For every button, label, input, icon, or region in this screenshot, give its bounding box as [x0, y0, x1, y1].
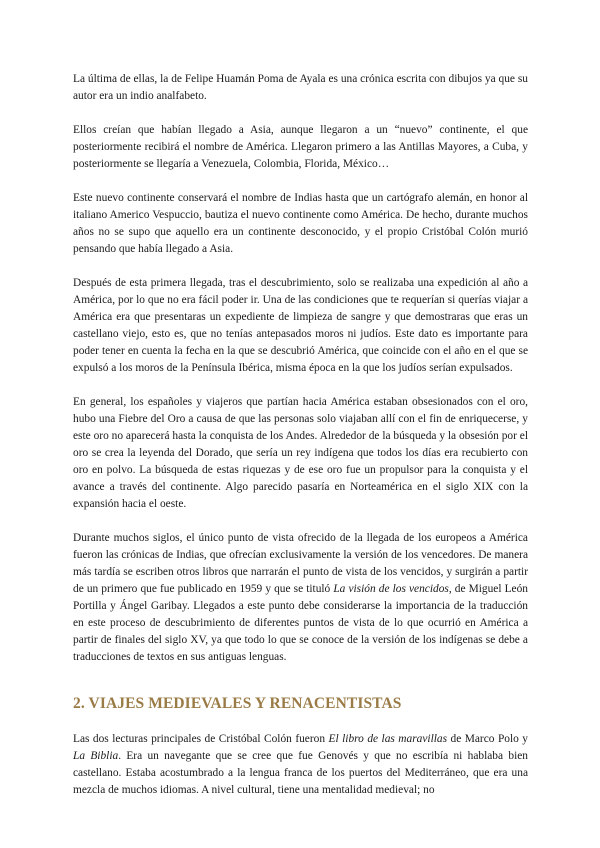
paragraph-text: Las dos lecturas principales de Cristóbal Colón fueron — [73, 733, 329, 745]
paragraph-text: . Era un navegante que se cree que fue Genovés y que no escribía ni hablaba bien castellano. Estaba acostumbrado a la lengua franca de los puertos del Mediterráneo, que era una mezcla de muchos idiomas. A nivel cultural, tiene una mentalidad medieval; no — [73, 750, 528, 796]
book-title-biblia: La Biblia — [73, 750, 119, 762]
paragraph-text: Durante muchos siglos, el único punto de vista ofrecido de la llegada de los europeos a América fueron las crónicas de Indias, que ofrecían exclusivamente la versión de los vencedores. De manera más tardía se escriben otros libros que narrarán el punto de vista de los vencidos, y surgirán a partir de un primero que fue publicado en 1959 y que se tituló — [73, 532, 528, 595]
paragraph-llegada-asia: Ellos creían que habían llegado a Asia, aunque llegaron a un “nuevo” continente, el que posteriormente recibirá el nombre de América. Llegaron primero a las Antillas Mayores, a Cuba, y posteriormente se llegaría a Venezuela, Colombia, Florida, México… — [73, 124, 528, 170]
paragraph-text: , de Miguel León Portilla y Ángel Garibay. Llegados a este punto debe considerarse la importancia de la traducción en este proceso de descubrimiento de diferentes puntos de vista de lo que ocurrió en América a partir de finales del siglo XV, ya que todo lo que se conoce de la versión de los indígenas se debe a traducciones de textos en sus antiguas lenguas. — [73, 583, 528, 663]
book-title-maravillas: El libro de las maravillas — [328, 733, 448, 745]
paragraph-expediciones: Después de esta primera llegada, tras el descubrimiento, solo se realizaba una expedición al año a América, por lo que no era fácil poder ir. Una de las condiciones que te requerían si querías viajar a América era que presentaras un expediente de limpieza de sangre y que demostraras que eras un castellano viejo, esto es, que no tenías antepasados moros ni judíos. Este dato es importante para poder tener en cuenta la fecha en la que se descubrió América, que coincide con el año en el que se expulsó a los moros de la Península Ibérica, misma época en la que los judíos serían expulsados. — [73, 277, 528, 374]
paragraph-poma-de-ayala: La última de ellas, la de Felipe Huamán Poma de Ayala es una crónica escrita con dibujos ya que su autor era un indio analfabeto. — [73, 73, 528, 102]
paragraph-nombre-america: Este nuevo continente conservará el nombre de Indias hasta que un cartógrafo alemán, en honor al italiano Americo Vespuccio, bautiza el nuevo continente como América. De hecho, durante muchos años no se supo que aquello era un continente desconocido, y el propio Cristóbal Colón murió pensando que había llegado a Asia. — [73, 192, 528, 255]
paragraph-vision-vencidos — [73, 530, 528, 666]
paragraph-lecturas-colon — [73, 731, 528, 799]
paragraph-fiebre-del-oro: En general, los españoles y viajeros que partían hacia América estaban obsesionados con el oro, hubo una Fiebre del Oro a causa de que las personas solo viajaban allí con el fin de enriquecerse, y este oro no aparecerá hasta la conquista de los Andes. Alrededor de la búsqueda y la obsesión por el oro se crea la leyenda del Dorado, que sería un rey indígena que todos los días era recubierto con oro en polvo. La búsqueda de estas riquezas y de ese oro fue un propulsor para la conquista y el avance a través del continente. Algo parecido pasaría en Norteamérica en el siglo XIX con la expansión hacia el oeste. — [73, 396, 528, 510]
book-title-vision-vencidos: La visión de los vencidos — [333, 583, 449, 595]
paragraph-text: de Marco Polo y — [447, 733, 528, 745]
section-heading: 2. VIAJES MEDIEVALES Y RENACENTISTAS — [73, 695, 402, 712]
